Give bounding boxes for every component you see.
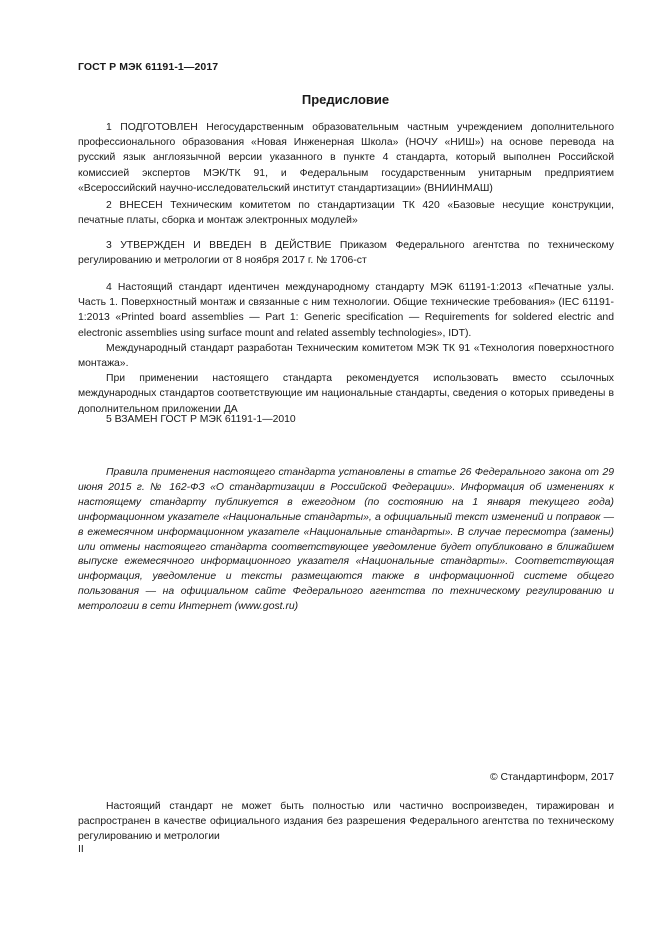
document-code-header: ГОСТ Р МЭК 61191-1—2017 — [78, 61, 219, 73]
section-3-paragraph: 3 УТВЕРЖДЕН И ВВЕДЕН В ДЕЙСТВИЕ Приказом Федерального агентства по техническому регулированию и метрологии от 8 ноября 2017 г. № 1706-ст — [78, 240, 614, 267]
page-number: II — [78, 844, 84, 855]
section-4-paragraph-3: При применении настоящего стандарта рекомендуется использовать вместо ссылочных международных стандартов соответствующие им национальные стандарты, сведения о которых приведены в дополнительном приложении ДА — [78, 373, 614, 415]
section-1 — [78, 120, 614, 196]
page-title: Предисловие — [301, 92, 390, 107]
section-5-paragraph: 5 ВЗАМЕН ГОСТ Р МЭК 61191-1—2010 — [106, 414, 296, 425]
rules-note-paragraph: Правила применения настоящего стандарта установлены в статье 26 Федерального закона от 29 июня 2015 г. № 162-ФЗ «О стандартизации в Российской Федерации». Информация об изменениях к настоящему стандарту публикуется в ежегодном (по состоянию на 1 января текущего года) информационном указателе «Национальные стандарты», а официальный текст изменений и поправок — в ежемесячном информационном указателе «Национальные стандарты». В случае пересмотра (замены) или отмены настоящего стандарта соответствующее уведомление будет опубликовано в ближайшем выпуске ежемесячного информационного указателя «Национальные стандарты». Соответствующая информация, уведомление и тексты размещаются также в информационной системе общего пользования — на официальном сайте Федерального агентства по техническому регулированию и метрологии в сети Интернет (www.gost.ru) — [78, 467, 614, 613]
section-4-paragraph-2: Международный стандарт разработан Техническим комитетом МЭК ТК 91 «Технология поверхностного монтажа». — [78, 342, 614, 370]
section-4-paragraph-1: 4 Настоящий стандарт идентичен международному стандарту МЭК 61191-1:2013 «Печатные узлы. Часть 1. Поверхностный монтаж и связанные с ним технологии. Общие технические требования» (IEC 61191-1:2013 «Printed board assemblies — Part 1: Generic specification — Requirements for soldered electric and electronic assemblies using surface mount and related assembly technologies», IDT). — [78, 282, 614, 339]
section-3 — [78, 238, 614, 268]
section-1-paragraph: 1 ПОДГОТОВЛЕН Негосударственным образовательным частным учреждением дополнительного профессионального образования «Новая Инженерная Школа» (НОЧУ «НИШ») на основе перевода на русский язык англоязычной версии указанного в пункте 4 стандарта, который выполнен Российской комиссией экспертов МЭК/ТК 91, и Федеральным государственным унитарным предприятием «Всероссийский научно-исследовательский институт стандартизации» (ВНИИНМАШ) — [78, 122, 614, 194]
rules-note — [78, 466, 614, 615]
section-4 — [78, 280, 614, 417]
section-2 — [78, 198, 614, 228]
reproduction-notice — [78, 800, 614, 844]
copyright-line: © Стандартинформ, 2017 — [489, 772, 614, 783]
section-2-paragraph: 2 ВНЕСЕН Техническим комитетом по стандартизации ТК 420 «Базовые несущие конструкции, печатные платы, сборка и монтаж электронных модулей» — [78, 200, 614, 227]
section-5 — [78, 412, 614, 427]
reproduction-notice-paragraph: Настоящий стандарт не может быть полностью или частично воспроизведен, тиражирован и распространен в качестве официального издания без разрешения Федерального агентства по техническому регулированию и метрологии — [78, 801, 614, 842]
